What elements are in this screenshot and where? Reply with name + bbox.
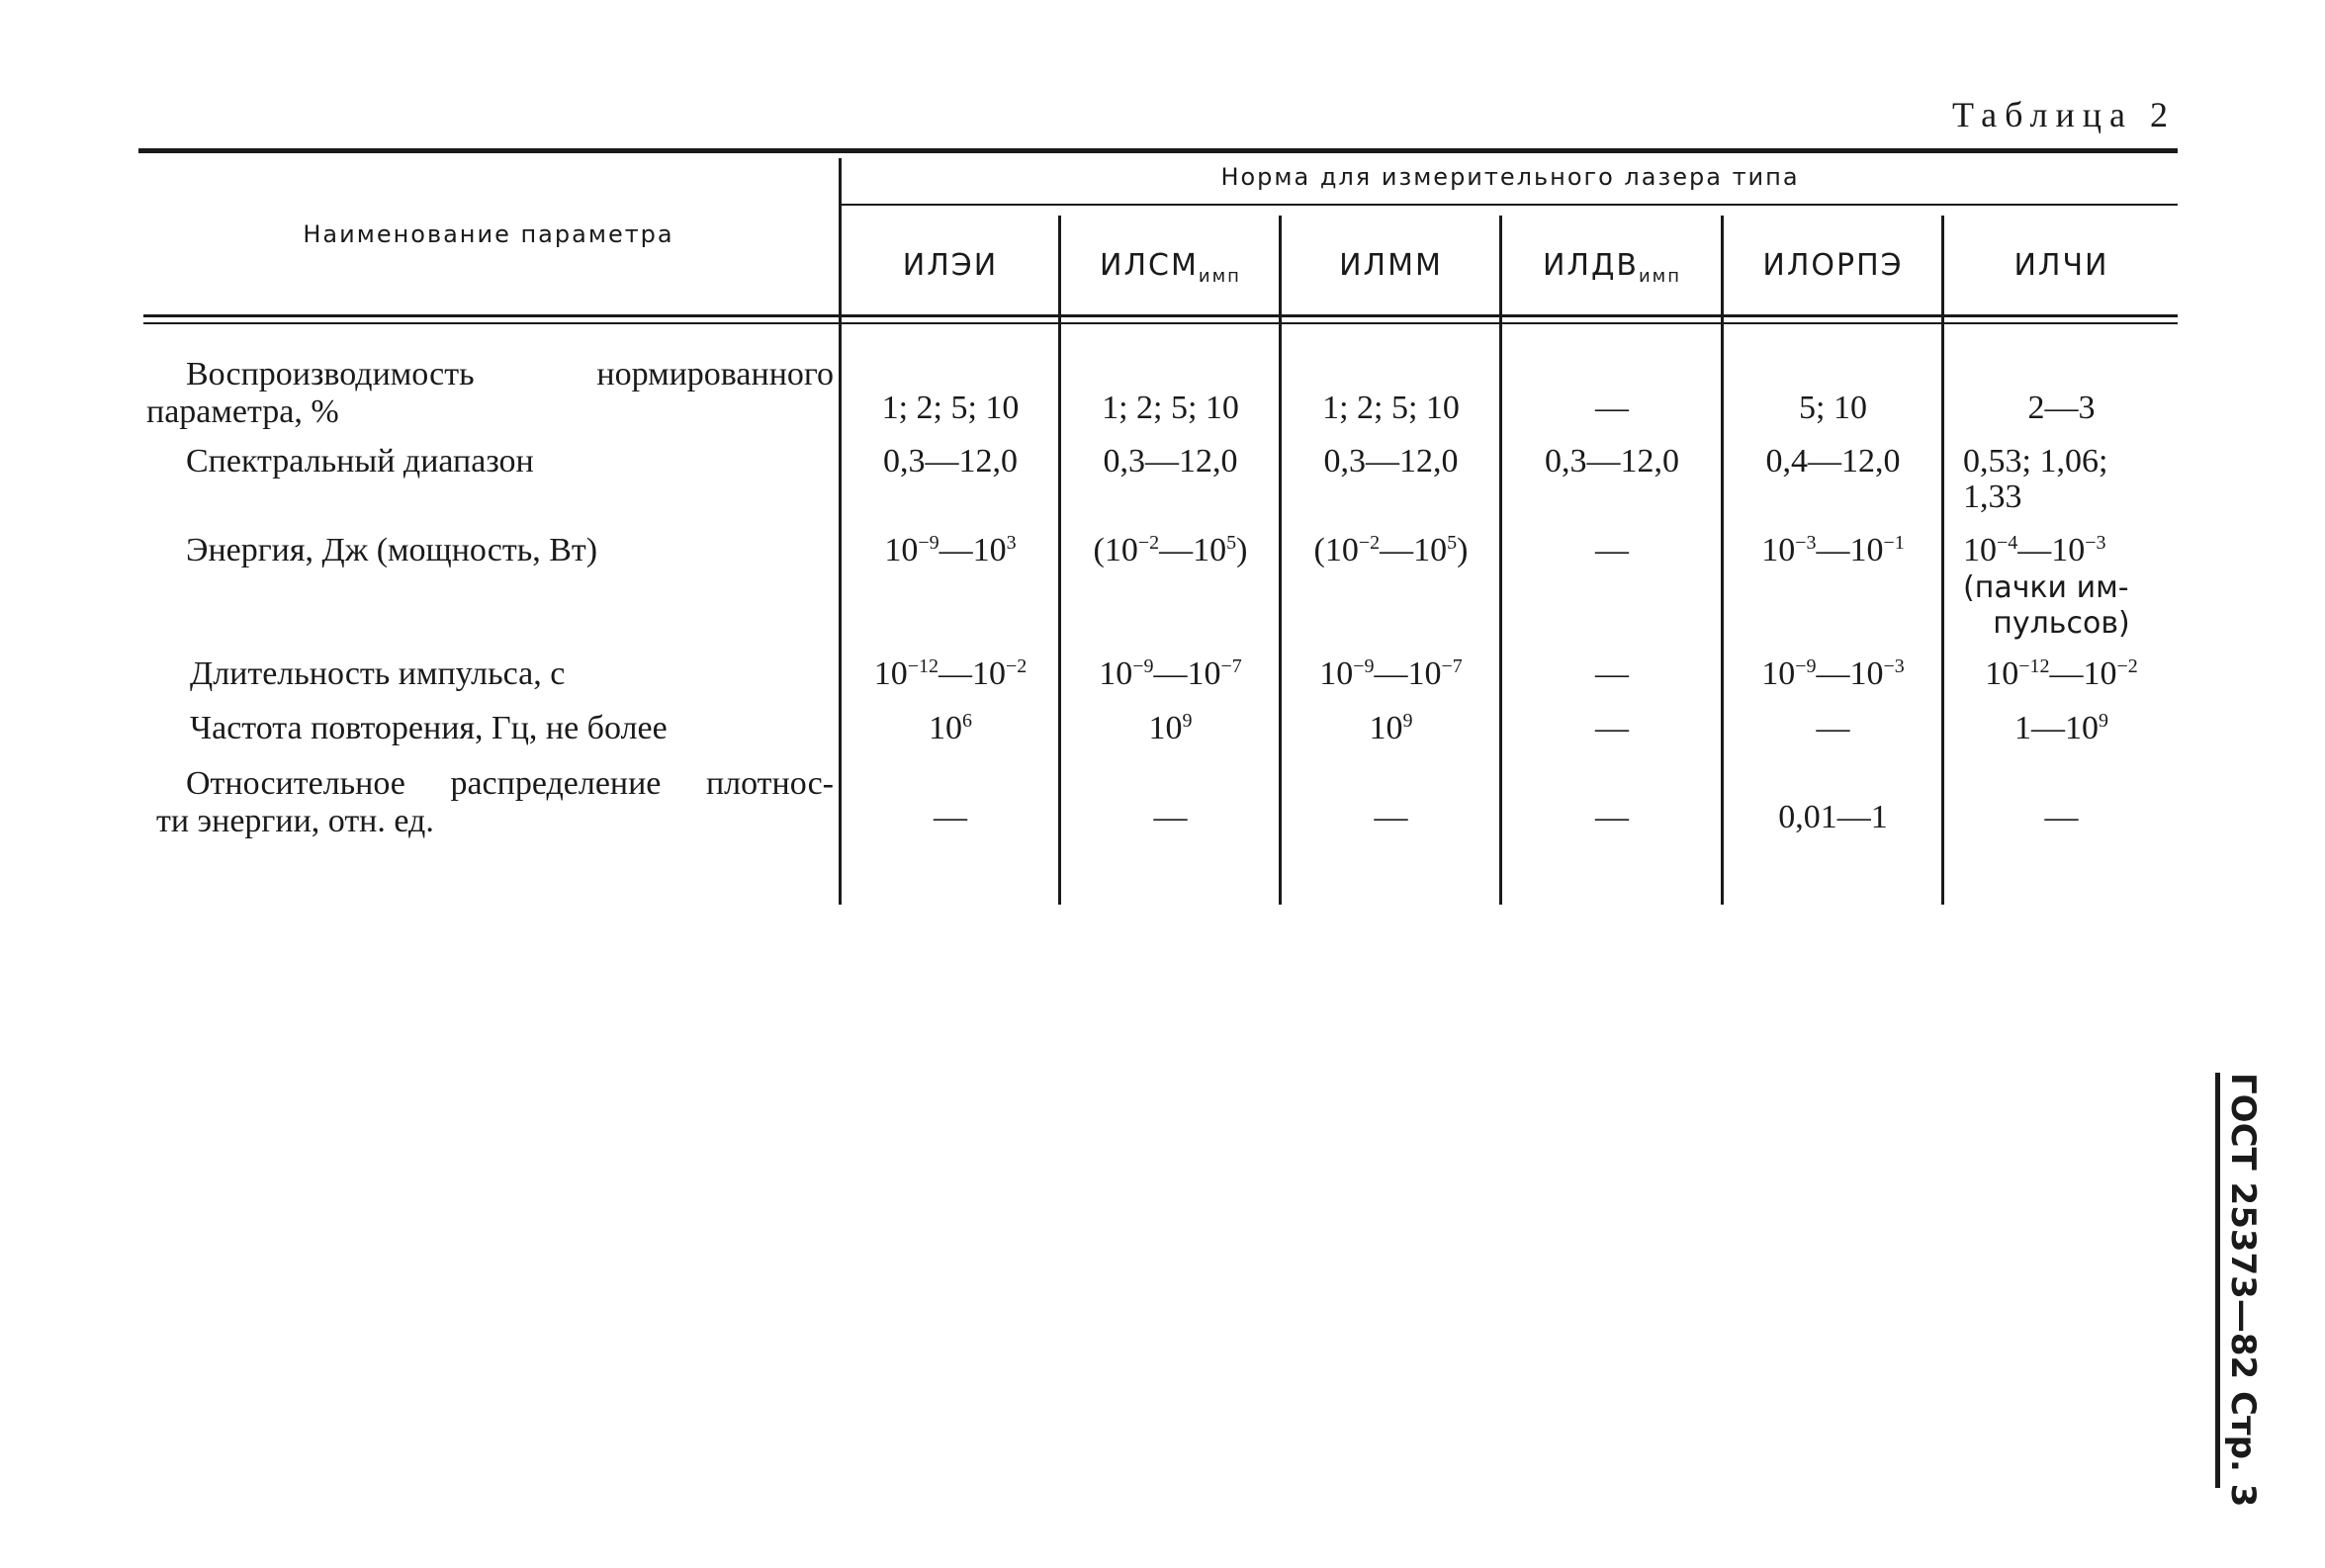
row-6-ildv: —	[1595, 799, 1629, 835]
column-divider-1	[1058, 216, 1061, 905]
table-top-rule	[138, 148, 2178, 153]
side-footer-text: ГОСТ 25373—82 Стр. 3	[2223, 1073, 2263, 1508]
row-2-ilchi-line-1: 0,53; 1,06;	[1963, 443, 2108, 479]
column-header-ilsm-imp: $ИЛСМ_{имп}$	[1100, 248, 1241, 287]
row-3-ilei: $10^{-9}—10^3$	[884, 532, 1017, 568]
row-3-param: Энергия, Дж (мощность, Вт)	[186, 532, 598, 568]
row-3-ilmm: $(10^{-2}—10^5)$	[1313, 532, 1469, 568]
row-6-ilei: —	[934, 799, 967, 835]
row-6-ilmm: —	[1374, 799, 1408, 835]
param-column-divider	[839, 158, 842, 905]
side-footer	[2215, 1073, 2275, 1508]
row-5-ilorpe: —	[1816, 710, 1850, 746]
param-header: Наименование параметра	[303, 220, 674, 248]
row-3-ilsm: $(10^{-2}—10^5)$	[1093, 532, 1248, 568]
row-5-ilei: $10^6$	[929, 710, 972, 746]
row-4-ilei: $10^{-12}—10^{-2}$	[873, 655, 1028, 692]
row-5-ilchi: $1—10^9$	[2014, 710, 2108, 746]
column-header-ilchi: ИЛЧИ	[2013, 248, 2109, 283]
row-1-ilsm: 1; 2; 5; 10	[1102, 390, 1239, 426]
row-3-ilchi-line-2: (пачки им-	[1963, 570, 2129, 605]
row-4-ilorpe: $10^{-9}—10^{-3}$	[1761, 655, 1905, 692]
row-4-ilchi: $10^{-12}—10^{-2}$	[1985, 655, 2138, 692]
row-5-param: Частота повторения, Гц, не более	[190, 710, 668, 746]
column-divider-4	[1721, 216, 1724, 905]
row-1-ilmm: 1; 2; 5; 10	[1322, 390, 1460, 426]
row-2-ilsm: 0,3—12,0	[1103, 443, 1238, 479]
column-divider-5	[1941, 216, 1944, 905]
row-4-ilsm: $10^{-9}—10^{-7}$	[1099, 655, 1242, 692]
row-6-param-line-2: ти энергии, отн. ед.	[156, 803, 434, 839]
row-4-ildv: —	[1595, 655, 1629, 692]
row-2-ildv: 0,3—12,0	[1545, 443, 1679, 479]
row-5-ilmm: $10^9$	[1369, 710, 1413, 746]
row-1-param-line-1: Воспроизводимость нормированного	[186, 356, 834, 392]
row-1-ilchi: 2—3	[2027, 390, 2096, 426]
row-3-ilorpe: $10^{-3}—10^{-1}$	[1761, 532, 1905, 568]
row-2-ilmm: 0,3—12,0	[1323, 443, 1459, 479]
group-header-rule	[841, 204, 2178, 206]
row-5-ildv: —	[1595, 710, 1629, 746]
row-6-param-line-1: Относительное распределение плотнос-	[186, 765, 834, 802]
header-bottom-rule-2	[143, 322, 2178, 324]
row-5-ilsm: $10^9$	[1148, 710, 1193, 746]
row-1-ildv: —	[1595, 390, 1629, 426]
row-2-param: Спектральный диапазон	[186, 443, 534, 479]
row-2-ilei: 0,3—12,0	[883, 443, 1018, 479]
row-6-ilorpe: 0,01—1	[1778, 799, 1888, 835]
table-caption: Таблица 2	[1952, 95, 2176, 134]
row-1-param-line-2: параметра, %	[146, 393, 339, 430]
row-1-ilei: 1; 2; 5; 10	[881, 390, 1020, 426]
row-3-ildv: —	[1595, 532, 1629, 568]
row-4-ilmm: $10^{-9}—10^{-7}$	[1319, 655, 1463, 692]
column-header-ildv-imp: $ИЛДВ_{имп}$	[1542, 248, 1682, 287]
header-bottom-rule-1	[143, 314, 2178, 317]
group-header: Норма для измерительного лазера типа	[1220, 163, 1800, 191]
row-6-ilchi: —	[2044, 799, 2079, 835]
column-header-ilorpe: ИЛОРПЭ	[1762, 248, 1904, 283]
row-6-ilsm: —	[1153, 799, 1188, 835]
row-2-ilchi-line-2: 1,33	[1963, 479, 2022, 515]
row-2-ilorpe: 0,4—12,0	[1765, 443, 1901, 479]
row-4-param: Длительность импульса, с	[190, 655, 566, 692]
column-divider-2	[1279, 216, 1282, 905]
row-3-ilchi-line-1: $10^{-4}—10^{-3}$	[1963, 532, 2106, 568]
row-3-ilchi-line-3: пульсов)	[1993, 606, 2130, 641]
column-divider-3	[1499, 216, 1502, 905]
column-header-ilmm: ИЛММ	[1339, 248, 1443, 283]
row-1-ilorpe: 5; 10	[1799, 390, 1867, 426]
column-header-ilei: ИЛЭИ	[902, 248, 999, 283]
